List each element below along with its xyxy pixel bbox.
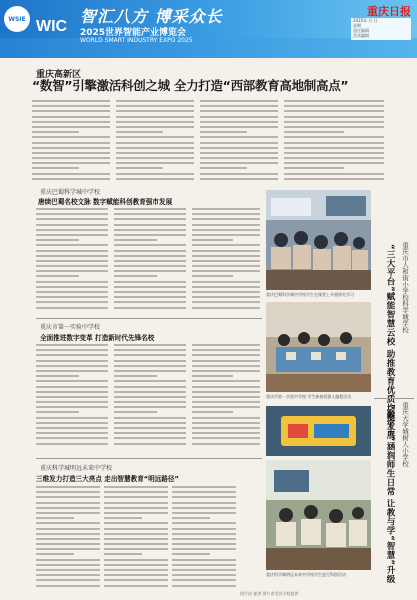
region-label: 重庆高新区 (36, 70, 82, 80)
intro-column-1 (32, 100, 110, 182)
text-line (172, 512, 236, 514)
text-line (192, 391, 260, 393)
text-line (192, 354, 260, 356)
text-line (32, 142, 110, 144)
text-line (200, 110, 278, 112)
section-3-title: 三维发力打造三大亮点 走出智慧教育“明远路径” (36, 475, 179, 483)
text-line (114, 365, 186, 367)
text-line (114, 401, 186, 403)
side-section-1-school: 重庆市人和街小学校科学城学校 (401, 242, 409, 333)
section-3-col-1 (36, 486, 100, 590)
text-line (284, 173, 384, 175)
text-line (36, 286, 108, 288)
text-line (104, 502, 168, 504)
text-line (36, 281, 108, 283)
text-line (192, 234, 260, 236)
text-line (36, 411, 79, 413)
text-line (192, 443, 260, 445)
text-line (36, 218, 108, 220)
text-line (36, 574, 100, 576)
text-line (192, 365, 260, 367)
text-line (104, 507, 168, 509)
text-line (36, 380, 108, 382)
side-section-2-title: “数字+”涵润师生日常 让教与学“智慧”升级 (385, 404, 395, 584)
text-line (200, 136, 278, 138)
text-line (32, 110, 110, 112)
text-line (36, 502, 100, 504)
text-line (114, 275, 157, 277)
text-line (116, 157, 194, 159)
text-line (114, 396, 186, 398)
text-line (32, 173, 110, 175)
text-line (116, 178, 194, 180)
text-line (114, 391, 186, 393)
text-line (36, 349, 108, 351)
text-line (32, 178, 110, 180)
text-line (192, 432, 260, 434)
text-line (114, 270, 186, 272)
text-line (200, 100, 278, 102)
text-line (36, 360, 108, 362)
text-line (36, 512, 100, 514)
text-line (36, 370, 108, 372)
text-line (36, 538, 100, 540)
text-line (114, 307, 186, 309)
text-line (114, 437, 186, 439)
text-line (200, 152, 278, 154)
text-line (114, 443, 186, 445)
side-divider (374, 398, 414, 399)
text-line (284, 147, 384, 149)
text-line (172, 574, 236, 576)
section-1-title: 唐续巴蜀名校文脉 数字赋能科创教育强市发展 (38, 198, 173, 206)
text-line (192, 208, 260, 210)
text-line (36, 417, 108, 419)
text-line (32, 136, 110, 138)
date-box: 2025年 月 日 星期 责任编辑 美术编辑 (351, 18, 411, 40)
text-line (36, 255, 108, 257)
classroom-photo (266, 190, 371, 290)
text-line (200, 131, 247, 133)
text-line (36, 396, 108, 398)
text-line (192, 265, 260, 267)
section-2-col-2 (114, 344, 186, 452)
text-line (36, 437, 108, 439)
text-line (36, 391, 108, 393)
section-1-col-1 (36, 208, 108, 314)
text-line (36, 208, 108, 210)
text-line (284, 142, 384, 144)
text-line (104, 564, 168, 566)
text-line (36, 291, 108, 293)
text-line (116, 173, 194, 175)
section-2-col-1 (36, 344, 108, 452)
text-line (36, 307, 108, 309)
text-line (36, 486, 100, 488)
text-line (32, 131, 79, 133)
text-line (284, 126, 384, 128)
text-line (36, 296, 108, 298)
text-line (172, 522, 236, 524)
text-line (192, 401, 260, 403)
text-line (114, 422, 186, 424)
text-line (116, 152, 194, 154)
text-line (192, 380, 260, 382)
text-line (114, 301, 186, 303)
text-line (104, 538, 168, 540)
text-line (116, 162, 194, 164)
section-3-school: 重庆科学城明远未来中学校 (40, 465, 113, 472)
expo-title-cn: 2025世界智能产业博览会 (80, 28, 187, 38)
text-line (114, 427, 186, 429)
page-headline: “数智”引擎激活科创之城 全力打造“西部教育高地制高点” (32, 78, 349, 93)
text-line (36, 491, 100, 493)
text-line (192, 291, 260, 293)
text-line (172, 491, 236, 493)
text-line (200, 126, 278, 128)
text-line (116, 167, 163, 169)
text-line (192, 417, 260, 419)
text-line (114, 296, 186, 298)
text-line (32, 157, 110, 159)
intro-column-2 (116, 100, 194, 182)
text-line (36, 522, 100, 524)
text-line (36, 496, 100, 498)
text-line (116, 116, 194, 118)
banner-slogan: 智汇八方 博采众长 (80, 7, 223, 26)
maker-sign-photo (266, 406, 371, 456)
text-line (104, 517, 142, 519)
text-line (104, 585, 168, 587)
text-line (114, 255, 186, 257)
text-line (192, 281, 260, 283)
text-line (36, 533, 100, 535)
text-line (114, 234, 186, 236)
text-line (172, 543, 236, 545)
side-section-1-title: “三大平台”赋能智慧云校 助推教育优质均衡发展 (385, 244, 395, 440)
text-line (116, 147, 194, 149)
wic-logo: WIC (36, 18, 68, 35)
text-line (36, 375, 79, 377)
text-line (114, 375, 157, 377)
text-line (172, 559, 236, 561)
expo-title-en: WORLD SMART INDUSTRY EXPO 2025 (80, 37, 193, 44)
robot-activity-photo (266, 302, 371, 392)
text-line (36, 365, 108, 367)
section-2-col-3 (192, 344, 260, 452)
text-line (284, 136, 384, 138)
text-line (172, 564, 236, 566)
photo-caption-2: 重庆市第一实验中学校 学生参加机器人编程活动 (266, 394, 352, 399)
text-line (36, 260, 108, 262)
text-line (36, 548, 100, 550)
text-line (36, 528, 100, 530)
text-line (172, 486, 236, 488)
text-line (32, 147, 110, 149)
text-line (192, 360, 260, 362)
text-line (32, 152, 110, 154)
text-line (172, 502, 236, 504)
text-line (32, 126, 110, 128)
text-line (172, 538, 236, 540)
text-line (116, 100, 194, 102)
text-line (36, 517, 74, 519)
text-line (114, 349, 186, 351)
text-line (114, 386, 186, 388)
text-line (116, 131, 163, 133)
text-line (36, 406, 108, 408)
text-line (192, 422, 260, 424)
text-line (172, 579, 236, 581)
text-line (284, 121, 384, 123)
text-line (172, 585, 236, 587)
text-line (36, 301, 108, 303)
text-line (114, 244, 186, 246)
intro-column-4 (284, 100, 384, 182)
text-line (192, 307, 260, 309)
text-line (192, 406, 260, 408)
text-line (114, 224, 186, 226)
text-line (284, 100, 384, 102)
text-line (200, 121, 278, 123)
section-1-col-2 (114, 208, 186, 314)
section-divider-2 (36, 458, 262, 459)
text-line (36, 401, 108, 403)
text-line (36, 250, 108, 252)
text-line (192, 437, 260, 439)
photo-caption-3: 重庆科学城明远未来中学校学生进行科创活动 (266, 572, 346, 577)
wsie-logo: WSIE (4, 6, 30, 32)
text-line (200, 173, 278, 175)
text-line (36, 569, 100, 571)
text-line (172, 528, 236, 530)
text-line (36, 427, 108, 429)
text-line (104, 522, 168, 524)
text-line (114, 344, 186, 346)
text-line (114, 354, 186, 356)
text-line (36, 344, 108, 346)
text-line (192, 250, 260, 252)
text-line (116, 110, 194, 112)
text-line (104, 533, 168, 535)
text-line (104, 512, 168, 514)
page-footer: 图片由 提供 图片由受访学校提供 (240, 591, 299, 596)
text-line (114, 411, 157, 413)
text-line (284, 131, 344, 133)
text-line (114, 281, 186, 283)
text-line (172, 517, 210, 519)
text-line (192, 213, 260, 215)
text-line (114, 208, 186, 210)
section-1-school: 重庆巴蜀科学城中学校 (40, 189, 101, 196)
text-line (116, 142, 194, 144)
text-line (114, 286, 186, 288)
text-line (192, 239, 233, 241)
text-line (114, 218, 186, 220)
text-line (114, 291, 186, 293)
text-line (104, 569, 168, 571)
text-line (32, 116, 110, 118)
text-line (284, 110, 384, 112)
text-line (200, 157, 278, 159)
text-line (36, 244, 108, 246)
text-line (200, 142, 278, 144)
text-line (104, 496, 168, 498)
text-line (36, 507, 100, 509)
text-line (284, 105, 384, 107)
text-line (114, 260, 186, 262)
photo-caption-1: 重庆巴蜀科学城中学校学生在课堂上开展探究学习 (266, 292, 354, 297)
text-line (36, 543, 100, 545)
text-line (32, 105, 110, 107)
text-line (192, 301, 260, 303)
text-line (36, 559, 100, 561)
text-line (192, 396, 260, 398)
text-line (36, 553, 74, 555)
text-line (104, 574, 168, 576)
section-divider-1 (36, 318, 262, 319)
text-line (192, 275, 233, 277)
text-line (104, 528, 168, 530)
text-line (36, 579, 100, 581)
section-1-col-3 (192, 208, 260, 314)
text-line (36, 239, 79, 241)
text-line (36, 213, 108, 215)
text-line (32, 162, 110, 164)
text-line (192, 218, 260, 220)
text-line (192, 344, 260, 346)
text-line (192, 349, 260, 351)
text-line (116, 121, 194, 123)
text-line (114, 229, 186, 231)
text-line (36, 432, 108, 434)
text-line (114, 239, 157, 241)
text-line (104, 559, 168, 561)
text-line (32, 100, 110, 102)
text-line (284, 167, 344, 169)
text-line (36, 585, 100, 587)
text-line (36, 265, 108, 267)
text-line (104, 553, 142, 555)
text-line (36, 386, 108, 388)
side-section-2-school: 重庆大学城树人小学校 (401, 402, 409, 467)
text-line (192, 229, 260, 231)
text-line (284, 157, 384, 159)
text-line (284, 178, 384, 180)
text-line (200, 147, 278, 149)
section-2-title: 全面推进数字变革 打造新时代先锋名校 (40, 334, 155, 342)
text-line (114, 406, 186, 408)
text-line (36, 564, 100, 566)
text-line (192, 296, 260, 298)
text-line (192, 244, 260, 246)
side-section-1-col (376, 190, 382, 400)
text-line (32, 121, 110, 123)
text-line (114, 250, 186, 252)
text-line (114, 213, 186, 215)
text-line (200, 116, 278, 118)
text-line (172, 569, 236, 571)
text-line (192, 286, 260, 288)
text-line (36, 443, 108, 445)
text-line (114, 380, 186, 382)
text-line (200, 162, 278, 164)
section-3-col-2 (104, 486, 168, 590)
text-line (116, 126, 194, 128)
text-line (116, 136, 194, 138)
text-line (284, 152, 384, 154)
text-line (36, 354, 108, 356)
text-line (192, 270, 260, 272)
text-line (172, 548, 236, 550)
text-line (114, 360, 186, 362)
text-line (192, 370, 260, 372)
section-3-col-3 (172, 486, 236, 590)
text-line (104, 543, 168, 545)
text-line (192, 386, 260, 388)
text-line (114, 417, 186, 419)
text-line (104, 579, 168, 581)
section-2-school: 重庆市第一实验中学校 (40, 324, 101, 331)
text-line (284, 116, 384, 118)
text-line (192, 260, 260, 262)
text-line (104, 548, 168, 550)
text-line (192, 255, 260, 257)
text-line (114, 432, 186, 434)
text-line (114, 370, 186, 372)
text-line (116, 105, 194, 107)
intro-column-3 (200, 100, 278, 182)
text-line (200, 105, 278, 107)
text-line (200, 178, 278, 180)
text-line (36, 224, 108, 226)
text-line (104, 491, 168, 493)
text-line (200, 167, 247, 169)
text-line (36, 270, 108, 272)
text-line (36, 234, 108, 236)
text-line (104, 486, 168, 488)
text-line (36, 229, 108, 231)
text-line (36, 275, 79, 277)
science-lab-photo (266, 460, 371, 570)
text-line (36, 422, 108, 424)
text-line (32, 167, 79, 169)
text-line (114, 265, 186, 267)
text-line (172, 553, 210, 555)
text-line (192, 411, 233, 413)
text-line (192, 375, 233, 377)
text-line (284, 162, 384, 164)
text-line (172, 533, 236, 535)
text-line (172, 496, 236, 498)
text-line (172, 507, 236, 509)
text-line (192, 224, 260, 226)
newspaper-masthead: 重庆日报 (367, 5, 411, 18)
text-line (192, 427, 260, 429)
